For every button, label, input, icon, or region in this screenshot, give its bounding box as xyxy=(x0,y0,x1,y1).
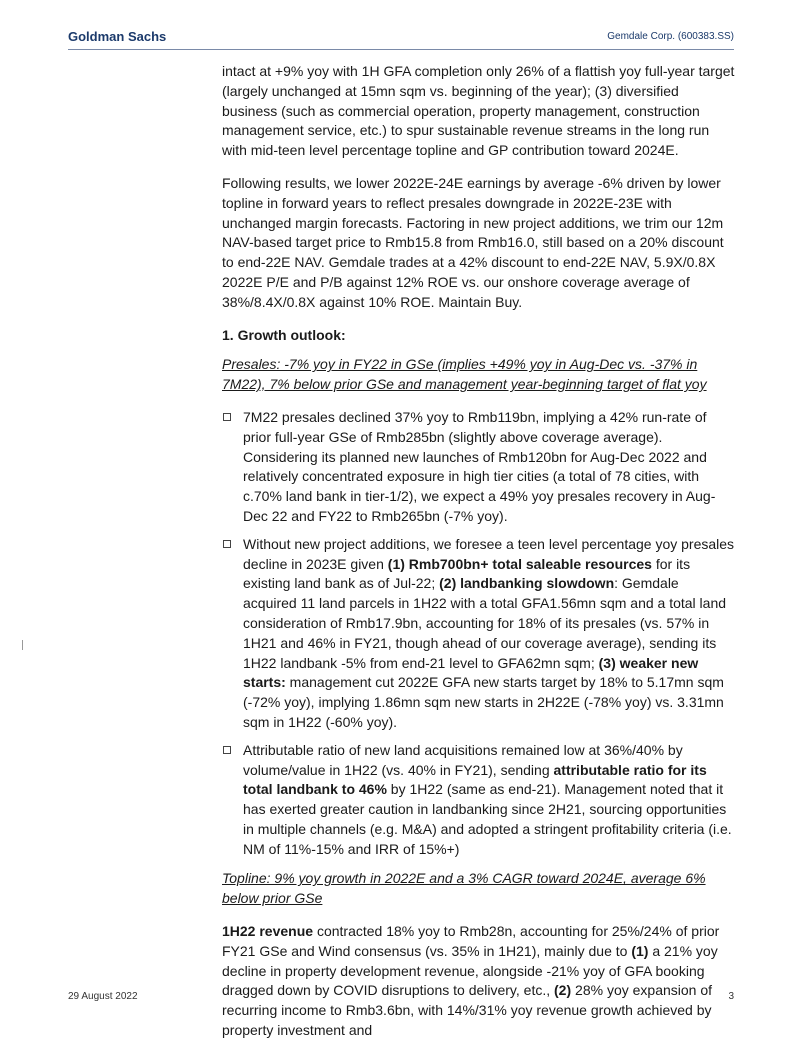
bullet-square-icon xyxy=(223,540,231,548)
section-heading: 1. Growth outlook: xyxy=(222,326,346,343)
bold-phrase: attributable ratio for its total landbank to 46% xyxy=(243,761,707,798)
text-run: contracted 18% yoy to Rmb28n, accounting for 25%/24% of prior FY21 GSe and Wind consensus (vs. 35% in 1H21), mainly due to xyxy=(222,923,720,959)
footer-date: 29 August 2022 xyxy=(68,991,138,1002)
paragraph-1: intact at +9% yoy with 1H GFA completion only 26% of a flattish yoy full-year target (largely unchanged at 15mn sqm vs. beginning of the year); (3) diversified business (such as commercial operation, property management, construction management service, etc.) to spur sustainable revenue streams in the long run with mid-teen level percentage topline and GP contribution toward 2024E. xyxy=(222,63,735,159)
bullet-text: for its existing land bank as of Jul-22; xyxy=(243,555,691,592)
bold-phrase: (1) Rmb700bn+ total saleable resources xyxy=(387,555,652,572)
bullet-text: Without new project additions, we foresee a teen level percentage yoy presales decline in 2023E given xyxy=(243,535,735,572)
text-run: 28% yoy expansion of recurring income to Rmb3.6bn, with 14%/31% yoy revenue growth achieved by property investment and xyxy=(222,982,713,1039)
bullet-text: Attributable ratio of new land acquisitions remained low at 36%/40% by volume/value in 1H22 (vs. 40% in FY21), sending xyxy=(243,741,683,778)
paragraph-2: Following results, we lower 2022E-24E earnings by average -6% driven by lower topline in forward years to reflect presales downgrade in 2022E-23E with unchanged margin forecasts. Factoring in new project additions, we trim our 12m NAV-based target price to Rmb15.8 from Rmb16.0, still based on a 20% discount to end-22E NAV. Gemdale trades at a 42% discount to end-22E NAV, 5.9X/0.8X 2022E P/E and P/B against 12% ROE vs. our onshore coverage average of 38%/8.4X/0.8X against 10% ROE. Maintain Buy. xyxy=(222,174,724,310)
bold-phrase: (2) landbanking slowdown xyxy=(439,575,615,592)
bold-phrase: (1) xyxy=(631,942,649,959)
bullet-square-icon xyxy=(223,746,231,754)
brand-name: Goldman Sachs xyxy=(68,29,167,44)
bullet-square-icon xyxy=(223,413,231,421)
page-number: 3 xyxy=(728,991,734,1002)
list-item xyxy=(222,535,736,733)
topline-subheading: Topline: 9% yoy growth in 2022E and a 3% CAGR toward 2024E, average 6% below prior GSe xyxy=(222,870,706,907)
list-item xyxy=(222,408,736,527)
margin-mark xyxy=(22,640,23,650)
presales-subheading: Presales: -7% yoy in FY22 in GSe (implies +49% yoy in Aug-Dec vs. -37% in 7M22), 7% below prior GSe and management year-beginning target of flat yoy xyxy=(222,356,707,393)
ticker-label: Gemdale Corp. (600383.SS) xyxy=(607,31,734,42)
text-run: a 21% yoy decline in property development revenue, alongside -21% yoy of GFA booking dragged down by COVID disruptions to delivery, etc., xyxy=(222,942,718,999)
bold-phrase: 1H22 revenue xyxy=(222,923,314,940)
bold-phrase: (3) weaker new starts: xyxy=(243,654,699,691)
header-divider xyxy=(68,49,734,50)
bold-phrase: (2) xyxy=(554,982,572,999)
list-item xyxy=(222,741,736,860)
bullet-text: 7M22 presales declined 37% yoy to Rmb119bn, implying a 42% run-rate of prior full-year GSe of Rmb285bn (slightly above coverage average). Considering its planned new launches of Rmb120bn for Aug-Dec 2022 and relatively concentrated exposure in high tier cities (a total of 78 cities, with c.70% land bank in tier-1/2), we expect a 49% yoy presales recovery in Aug-Dec 22 and FY22 to Rmb265bn (-7% yoy). xyxy=(243,408,716,524)
bullet-list xyxy=(222,408,736,860)
revenue-paragraph xyxy=(222,922,736,1041)
body-content xyxy=(222,62,736,1054)
bullet-text: : Gemdale acquired 11 land parcels in 1H22 with a total GFA1.56mn sqm and a total land consideration of Rmb17.9bn, accounting for 18% of its presales (vs. 57% in 1H21 and 46% in FY21, though ahead of our coverage average), sending its 1H22 landbank -5% from end-21 level to GFA62mn sqm; xyxy=(243,575,727,671)
bullet-text: management cut 2022E GFA new starts target by 18% to 5.17mn sqm (-72% yoy), implying 1.86mn sqm new starts in 2H22E (-78% yoy) vs. 3.31mn sqm in 1H22 (-60% yoy). xyxy=(243,674,724,730)
bullet-text: by 1H22 (same as end-21). Management noted that it has exerted greater caution in landbanking since 2H21, sourcing opportunities in multiple channels (e.g. M&A) and adopted a stringent profitability criteria (i.e. NM of 11%-15% and IRR of 15%+) xyxy=(243,781,732,857)
